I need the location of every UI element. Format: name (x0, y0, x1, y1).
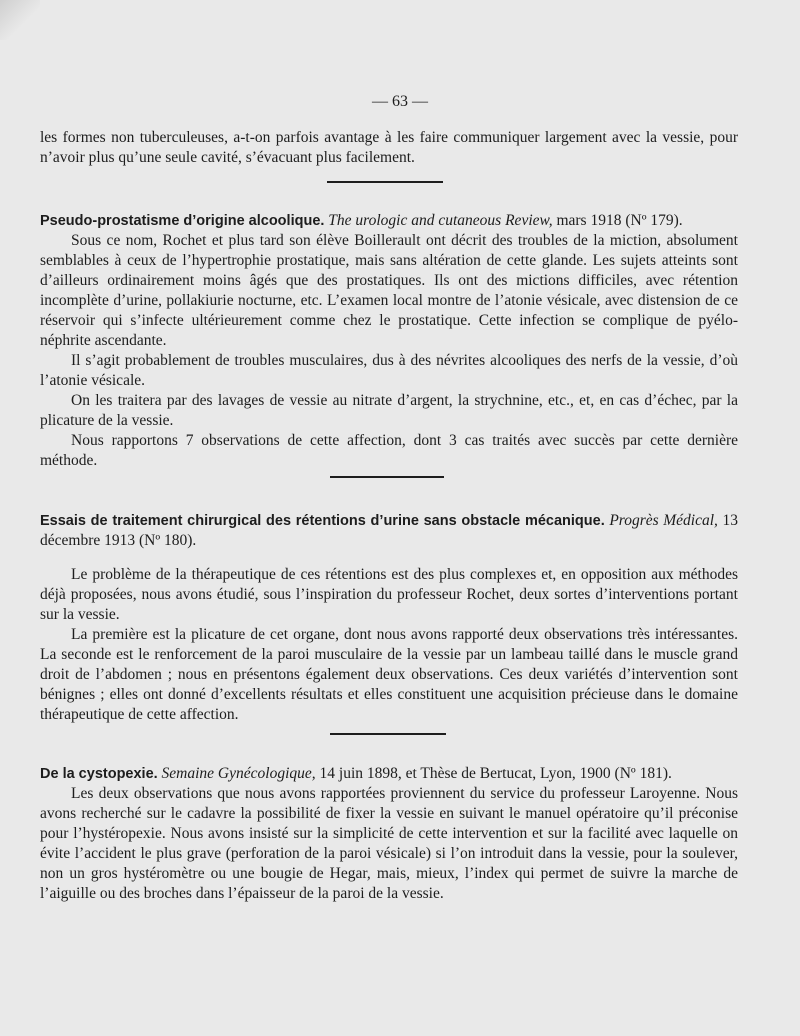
section-title: Pseudo-prostatisme d’origine alcoolique. (40, 213, 325, 229)
intro-paragraph (40, 128, 738, 168)
paragraph: Les deux observations que nous avons rapportées proviennent du service du professeur Laroyenne. Nous avons recherché sur le cadavre la possibilité de fixer la vessie en suivant le manuel opératoire qu’il préconise pour l’hystéropexie. Nous avons insisté sur la simplicité de cette intervention et sur la facilité avec laquelle on évite l’accident le plus grave (perforation de la paroi vésicale) si l’on introduit dans la vessie, pour la soulever, non un gros hystéromètre ou une bougie de Hegar, mais, mieux, l’index qui permet de suivre la marche de l’aiguille ou des broches dans l’épaisseur de la paroi de la vessie. (40, 785, 738, 902)
paragraph: Il s’agit probablement de troubles musculaires, dus à des névrites alcooliques des nerfs de la vessie, d’où l’atonie vésicale. (40, 352, 738, 389)
reference: 14 juin 1898, et Thèse de Bertucat, Lyon, 1900 (Nº 181). (315, 765, 672, 782)
page-number: — 63 — (372, 93, 428, 110)
paragraph: Sous ce nom, Rochet et plus tard son élève Boillerault ont décrit des troubles de la miction, absolument semblables à ceux de l’hypertrophie prostatique, mais sans altération de cette glande. Les sujets atteints sont d’ailleurs ordinairement moins âgés que des prostatiques. Ils ont des mictions difficiles, avec rétention incomplète d’urine, pollakiurie nocturne, etc. L’examen local montre de l’atonie vésicale, avec distension de ce réservoir qui s’infecte ultérieurement comme chez le prostatique. Cette infection se complique de pyélo-néphrite ascendante. (40, 232, 738, 349)
section-divider (327, 181, 443, 183)
paragraph: Le problème de la thérapeutique de ces rétentions est des plus complexes et, en opposition aux méthodes déjà proposées, nous avons étudié, sous l’inspiration du professeur Rochet, deux sortes d’interventions portant sur la vessie. (40, 566, 738, 623)
reference: mars 1918 (Nº 179). (552, 212, 683, 229)
intro-text: les formes non tuberculeuses, a-t-on parfois avantage à les faire communiquer largement avec la vessie, pour n’avoir plus qu’une seule cavité, s’évacuant plus facilement. (40, 129, 738, 166)
journal-name: Semaine Gynécologique, (161, 765, 316, 782)
reference: 13 décembre 1913 (Nº 180). (40, 512, 738, 549)
paragraph: La première est la plicature de cet organe, dont nous avons rapporté deux observations très intéressantes. La seconde est le renforcement de la paroi musculaire de la vessie par un lambeau taillé dans le muscle grand droit de l’abdomen ; nous en présentons également deux observations. Ces deux variétés d’intervention sont bénignes ; elles ont donné d’excellents résultats et elles constituent une acquisition précieuse dans le domaine thérapeutique de cette affection. (40, 626, 738, 723)
section-cystopexie (40, 764, 738, 904)
journal-name: The urologic and cutaneous Review, (328, 212, 553, 229)
section-heading (40, 764, 738, 784)
journal-name: Progrès Médical, (609, 512, 718, 529)
section-pseudo-prostatisme (40, 211, 738, 471)
section-essais-traitement (40, 511, 738, 725)
paragraph: Nous rapportons 7 observations de cette affection, dont 3 cas traités avec succès par cette dernière méthode. (40, 432, 738, 469)
section-divider (330, 733, 446, 735)
section-heading (40, 211, 738, 231)
section-heading (40, 511, 738, 551)
paragraph: On les traitera par des lavages de vessie au nitrate d’argent, la strychnine, etc., et, en cas d’échec, par la plicature de la vessie. (40, 392, 738, 429)
section-title: Essais de traitement chirurgical des rétentions d’urine sans obstacle mécanique. (40, 513, 605, 529)
section-title: De la cystopexie. (40, 766, 158, 782)
page-corner-shadow (0, 0, 40, 40)
section-divider (330, 476, 444, 478)
